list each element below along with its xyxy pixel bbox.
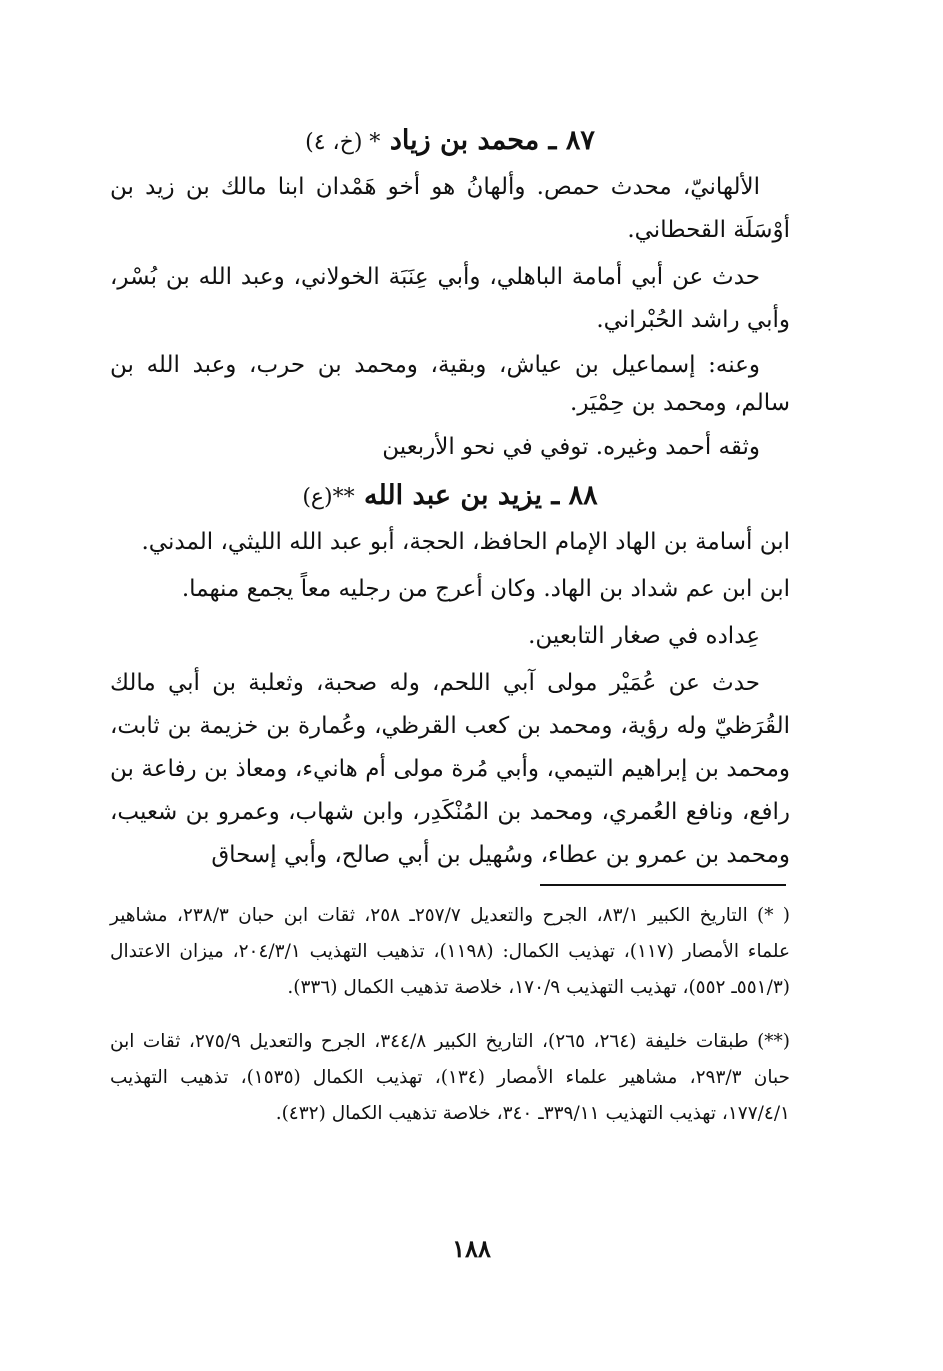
entry-88-paragraph-3: عِداده في صغار التابعين. <box>528 623 760 649</box>
footnote-2: (**) طبقات خليفة (٢٦٤، ٢٦٥)، التاريخ الكبير ٣٤٤/٨، الجرح والتعديل ٢٧٥/٩، ثقات ابن حبان ٢٩٣/٣، مشاهير علماء الأمصار (١٣٤)، تهذيب الكمال (١٥٣٥)، تذهيب التهذيب ١٧٧/٤/١، تهذيب التهذيب ٣٣٩/١١ـ ٣٤٠، خلاصة تذهيب الكمال (٤٣٢). <box>110 1031 790 1124</box>
entry-88-symbols: **(ع) <box>302 485 355 510</box>
entry-87-paragraph-4: وثقه أحمد وغيره. توفي في نحو الأربعين <box>382 434 760 460</box>
entry-88-paragraph-2: ابن ابن عم شداد بن الهاد. وكان أعرج من رجليه معاً يجمع منهما. <box>181 576 790 602</box>
entry-87-paragraph-3: وعنه: إسماعيل بن عياش، وبقية، ومحمد بن حرب، وعبد الله بن سالم، ومحمد بن حِمْيَر. <box>110 352 790 416</box>
entry-87-symbols: * (خ، ٤) <box>305 130 381 155</box>
main-text <box>110 118 790 881</box>
entry-88-paragraph-4: حدث عن عُمَيْر مولى آبي اللحم، وله صحبة، وثعلبة بن أبي مالك القُرَظيّ وله رؤية، ومحمد بن كعب القرظي، وعُمارة بن خزيمة بن ثابت، ومحمد بن إبراهيم التيمي، وأبي مُرة مولى أم هانيء، ومعاذ بن رفاعة بن رافع، ونافع العُمري، ومحمد بن المُنْكَدِر، وابن شهاب، وعمرو بن شعيب، ومحمد بن عمرو بن عطاء، وسُهيل بن أبي صالح، وأبي إسحاق <box>110 670 790 868</box>
entry-87-paragraph-2: حدث عن أبي أمامة الباهلي، وأبي عِنَبَة الخولاني، وعبد الله بن بُسْر، وأبي راشد الحُبْراني. <box>110 264 790 333</box>
entry-88-heading <box>110 473 790 521</box>
entry-87-paragraph-1: الألهانيّ، محدث حمص. وألهانُ هو أخو هَمْدان ابنا مالك بن زيد بن أوْسَلَة القحطاني. <box>110 174 790 243</box>
page-number: ١٨٨ <box>452 1234 491 1263</box>
entry-87-title: ٨٧ ـ محمد بن زياد <box>389 125 595 156</box>
footnotes <box>110 898 790 1150</box>
entry-88-title: ٨٨ ـ يزيد بن عبد الله <box>364 480 598 511</box>
entry-88-paragraph-1: ابن أسامة بن الهاد الإمام الحافظ، الحجة، أبو عبد الله الليثي، المدني. <box>141 529 790 555</box>
footnote-separator <box>540 884 786 886</box>
footnote-1: ( *) التاريخ الكبير ٨٣/١، الجرح والتعديل ٢٥٧/٧ـ ٢٥٨، ثقات ابن حبان ٢٣٨/٣، مشاهير علماء الأمصار (١١٧)، تهذيب الكمال: (١١٩٨)، تذهيب التهذيب ٢٠٤/٣/١، ميزان الاعتدال (٥٥١/٣ـ ٥٥٢)، تهذيب التهذيب ١٧٠/٩، خلاصة تذهيب الكمال (٣٣٦). <box>110 905 791 998</box>
entry-87-heading <box>110 118 790 166</box>
